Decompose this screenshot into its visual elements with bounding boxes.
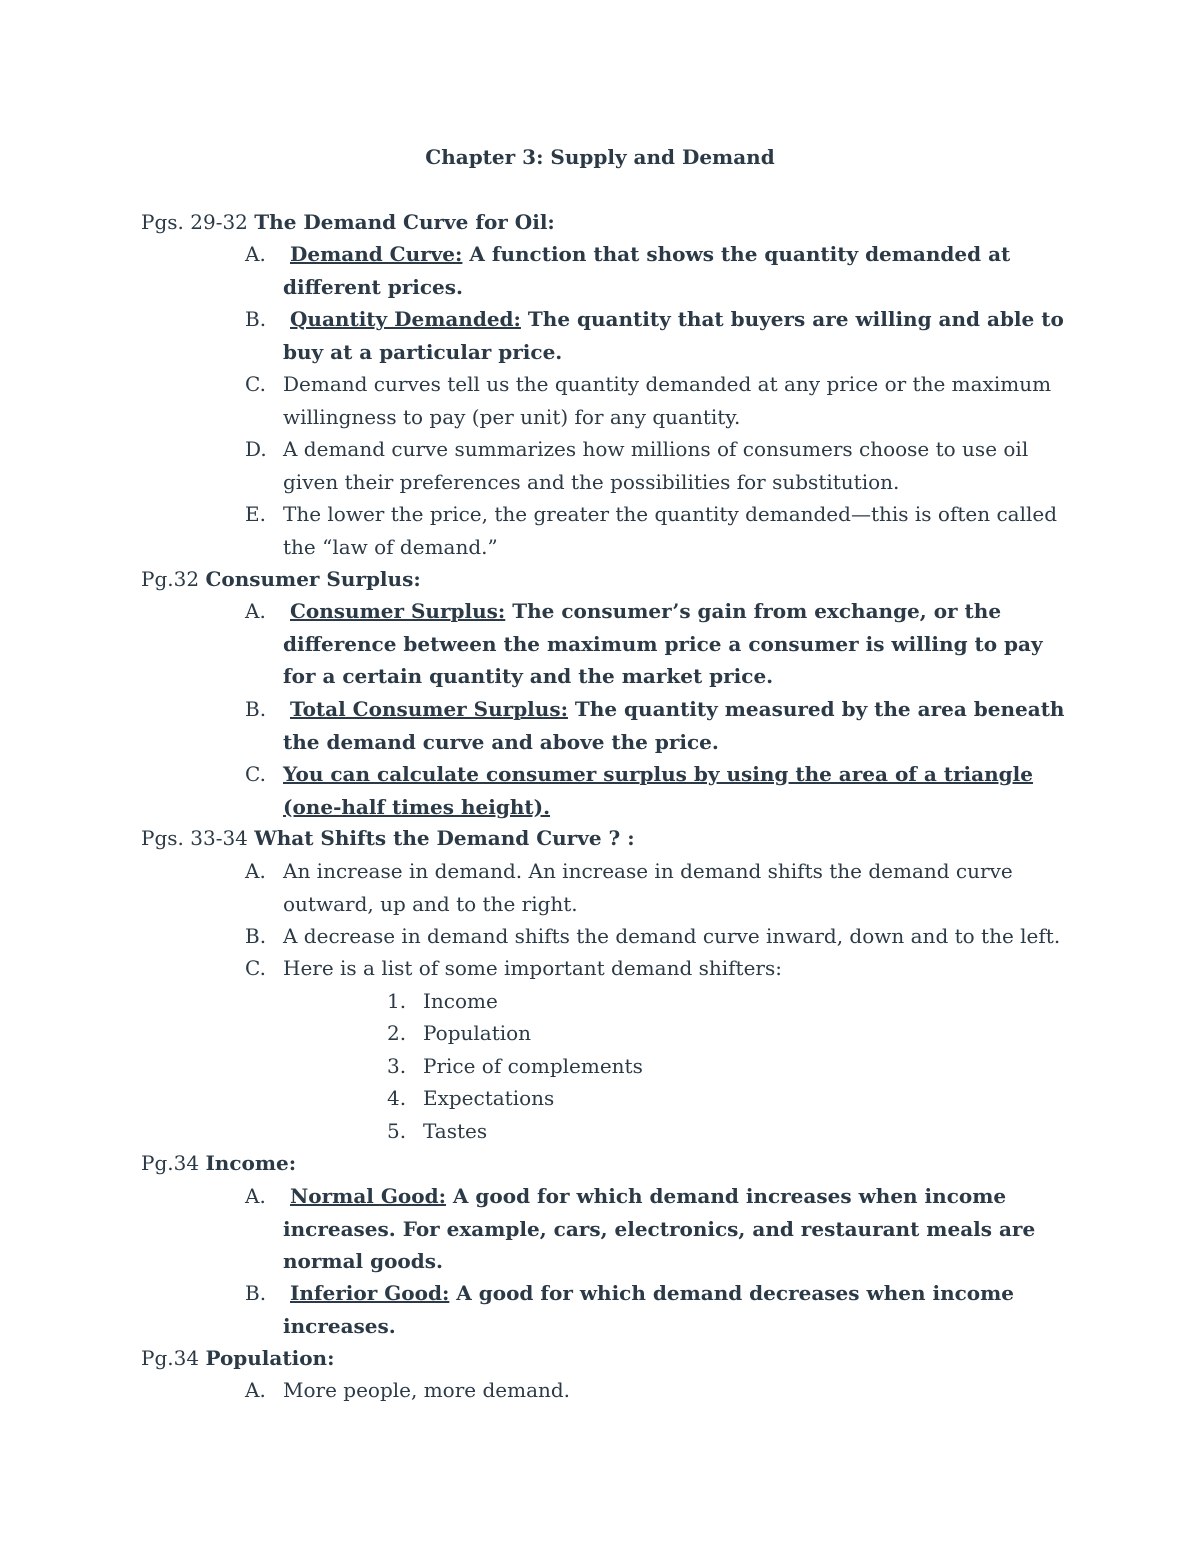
item-text: Population <box>423 1021 532 1045</box>
page-ref: Pg.34 <box>141 1346 206 1370</box>
item-number: 4. <box>387 1086 407 1110</box>
list-item <box>245 1277 1075 1342</box>
list-item <box>245 952 1075 985</box>
term: Consumer Surplus: <box>290 599 506 623</box>
page-ref: Pgs. 33-34 <box>141 826 255 850</box>
item-text: The lower the price, the greater the quantity demanded—this is often called the “law of demand.” <box>283 502 1058 559</box>
list-item <box>245 498 1075 563</box>
item-letter: A. <box>245 242 266 266</box>
term: Total Consumer Surplus: <box>290 697 568 721</box>
page-title: Chapter 3: Supply and Demand <box>425 145 775 169</box>
section-title: Population: <box>205 1346 335 1370</box>
numbered-item <box>387 1115 487 1148</box>
item-letter: A. <box>245 1184 266 1208</box>
item-text: More people, more demand. <box>283 1378 571 1402</box>
item-letter: B. <box>245 1281 267 1305</box>
item-letter: D. <box>245 437 267 461</box>
section-heading-demand-curve <box>141 206 555 239</box>
list-item <box>245 303 1075 368</box>
item-text: Tastes <box>423 1119 488 1143</box>
section-title: The Demand Curve for Oil: <box>254 210 555 234</box>
item-letter: B. <box>245 924 267 948</box>
list-item <box>245 595 1075 693</box>
definition: A good for which demand decreases when income increases. <box>283 1281 1015 1338</box>
definition: The quantity measured by the area beneath the demand curve and above the price. <box>283 697 1065 754</box>
item-letter: C. <box>245 762 266 786</box>
item-letter: E. <box>245 502 266 526</box>
definition: A good for which demand increases when income increases. For example, cars, electronics, and restaurant meals are normal goods. <box>283 1184 1036 1273</box>
page-ref: Pgs. 29-32 <box>141 210 255 234</box>
numbered-item <box>387 985 498 1018</box>
term: Normal Good: <box>290 1184 446 1208</box>
term: Inferior Good: <box>290 1281 450 1305</box>
list-item <box>245 1180 1075 1278</box>
list-item <box>245 368 1075 433</box>
item-letter: B. <box>245 697 267 721</box>
item-text: You can calculate consumer surplus by using the area of a triangle (one-half times height). <box>283 762 1033 819</box>
item-text: Price of complements <box>423 1054 643 1078</box>
item-text: Here is a list of some important demand shifters: <box>283 956 782 980</box>
definition: A function that shows the quantity demanded at different prices. <box>283 242 1011 299</box>
item-letter: B. <box>245 307 267 331</box>
section-heading-income <box>141 1147 296 1180</box>
list-item <box>245 855 1075 920</box>
item-text: A decrease in demand shifts the demand curve inward, down and to the left. <box>283 924 1061 948</box>
item-text: Demand curves tell us the quantity demanded at any price or the maximum willingness to pay (per unit) for any quantity. <box>283 372 1052 429</box>
numbered-item <box>387 1017 531 1050</box>
definition: The consumer’s gain from exchange, or the difference between the maximum price a consumer is willing to pay for a certain quantity and the market price. <box>283 599 1043 688</box>
list-item <box>245 238 1075 303</box>
numbered-item <box>387 1082 554 1115</box>
item-text: A demand curve summarizes how millions of consumers choose to use oil given their preferences and the possibilities for substitution. <box>283 437 1029 494</box>
item-number: 1. <box>387 989 407 1013</box>
list-item <box>245 920 1075 953</box>
term: Demand Curve: <box>290 242 463 266</box>
numbered-item <box>387 1050 643 1083</box>
page-ref: Pg.32 <box>141 567 206 591</box>
section-heading-demand-shifts <box>141 822 635 855</box>
list-item <box>245 758 1075 823</box>
item-text: An increase in demand. An increase in demand shifts the demand curve outward, up and to the right. <box>283 859 1013 916</box>
section-title: Consumer Surplus: <box>205 567 421 591</box>
item-letter: A. <box>245 1378 266 1402</box>
section-title: Income: <box>205 1151 297 1175</box>
item-letter: C. <box>245 956 266 980</box>
list-item <box>245 693 1075 758</box>
section-title: What Shifts the Demand Curve ? : <box>254 826 635 850</box>
page-ref: Pg.34 <box>141 1151 206 1175</box>
item-number: 2. <box>387 1021 407 1045</box>
item-number: 3. <box>387 1054 407 1078</box>
list-item <box>245 433 1075 498</box>
section-heading-consumer-surplus <box>141 563 421 596</box>
section-heading-population <box>141 1342 334 1375</box>
definition: The quantity that buyers are willing and able to buy at a particular price. <box>283 307 1064 364</box>
item-letter: A. <box>245 859 266 883</box>
item-letter: C. <box>245 372 266 396</box>
item-text: Income <box>423 989 498 1013</box>
item-number: 5. <box>387 1119 407 1143</box>
item-text: Expectations <box>423 1086 555 1110</box>
item-letter: A. <box>245 599 266 623</box>
term: Quantity Demanded: <box>290 307 521 331</box>
list-item <box>245 1374 1075 1407</box>
